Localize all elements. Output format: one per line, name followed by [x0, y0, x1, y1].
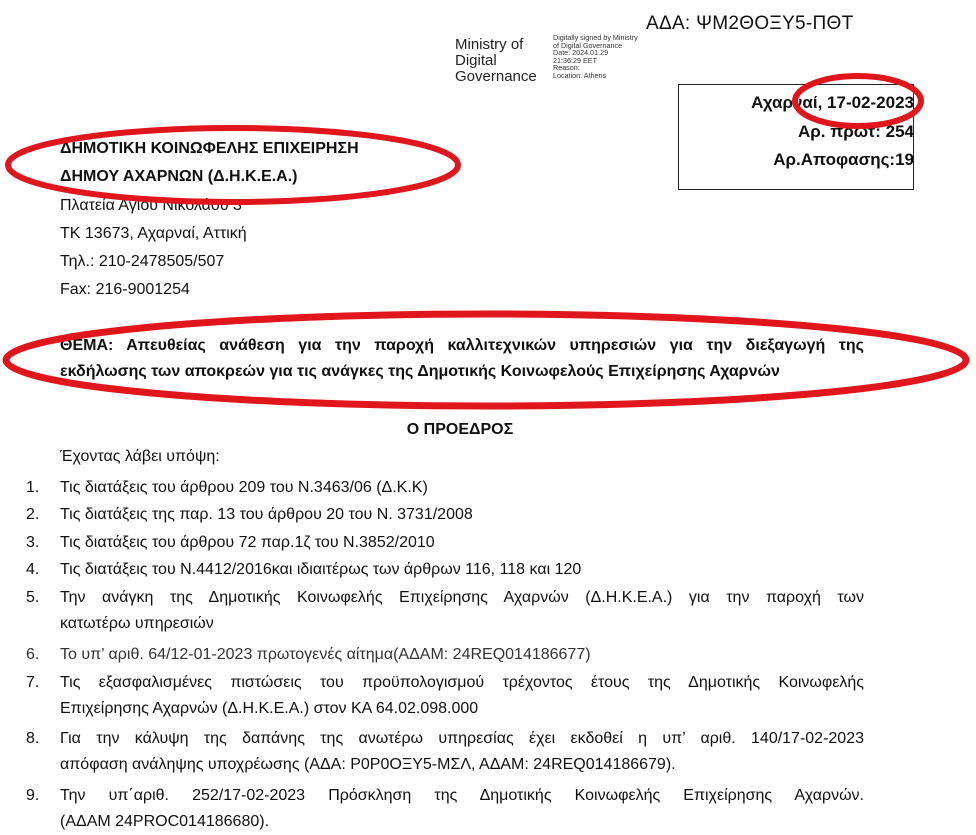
- list-item-number: 8.: [26, 730, 40, 747]
- list-item-number: 7.: [26, 674, 40, 691]
- list-item-number: 2.: [26, 506, 40, 523]
- list-item: [26, 585, 864, 637]
- organization-address: Πλατεία Αγίου Νικολάου 3: [60, 197, 242, 214]
- list-item-number: 6.: [26, 646, 40, 663]
- list-item: [26, 726, 864, 778]
- list-item-number: 1.: [26, 479, 40, 496]
- list-item-text: Την ανάγκη της Δημοτικής Κοινωφελής Επιχείρησης Αχαρνών (Δ.Η.Κ.Ε.Α.) για την παροχή των: [60, 589, 864, 606]
- list-item: [26, 783, 864, 835]
- list-item: [26, 670, 864, 722]
- ministry-line: Ministry of: [455, 36, 524, 53]
- organization-fax: Fax: 216-9001254: [60, 281, 190, 298]
- list-item-text: (ΑΔΑΜ 24PROC014186680).: [60, 813, 270, 830]
- list-item-text: Τις διατάξεις της παρ. 13 του άρθρου 20 του Ν. 3731/2008: [60, 506, 473, 523]
- section-heading: Ο ΠΡΟΕΔΡΟΣ: [406, 421, 514, 438]
- list-item-text: Την υπ΄αριθ. 252/17-02-2023 Πρόσκληση της Δημοτικής Κοινωφελής Επιχείρησης Αχαρνών.: [60, 787, 864, 804]
- signature-line: of Digital Governance: [553, 40, 623, 50]
- list-item-text: Τις διατάξεις του άρθρου 72 παρ.1ζ του Ν.3852/2010: [60, 534, 435, 551]
- list-item-number: 9.: [26, 787, 40, 804]
- digital-signature-details: [553, 34, 638, 80]
- list-item-text: Επιχείρησης Αχαρνών (Δ.Η.Κ.Ε.Α.) στον ΚΑ 64.02.098.000: [60, 700, 479, 717]
- signature-line: Location: Athens: [553, 70, 607, 80]
- list-item-text: Τις εξασφαλισμένες πιστώσεις του προϋπολογισμού τρέχοντος έτους της Δημοτικής Κοινωφελής: [60, 674, 864, 691]
- ministry-line: Governance: [455, 68, 537, 85]
- signature-line: 21:36:29 EET: [553, 55, 597, 65]
- list-item: [26, 642, 864, 668]
- organization-name-line1: ΔΗΜΟΤΙΚΗ ΚΟΙΝΩΦΕΛΗΣ ΕΠΙΧΕΙΡΗΣΗ: [60, 140, 359, 157]
- intro-text: Έχοντας λάβει υπόψη:: [60, 448, 220, 465]
- signature-line: Reason:: [553, 63, 580, 73]
- list-item: [26, 502, 864, 528]
- list-item-text: κατωτέρω υπηρεσιών: [60, 615, 214, 632]
- list-item-text: απόφαση ανάληψης υποχρέωσης (ΑΔΑ: Ρ0Ρ0ΟΞΥ5-ΜΣΛ, ΑΔΑΜ: 24REQ014186679).: [60, 756, 676, 773]
- subject-line: ΘΕΜΑ: Απευθείας ανάθεση για την παροχή καλλιτεχνικών υπηρεσιών για την διεξαγωγή της: [60, 337, 864, 354]
- organization-postal: ΤΚ 13673, Αχαρναί, Αττική: [60, 225, 247, 242]
- organization-phone: Τηλ.: 210-2478505/507: [60, 253, 225, 270]
- decision-number: Αρ.Αποφασης:19: [773, 150, 914, 169]
- document-subject: [60, 333, 864, 385]
- ministry-line: Digital: [455, 52, 497, 69]
- list-item: [26, 530, 864, 556]
- list-item-text: Το υπ’ αριθ. 64/12-01-2023 πρωτογενές αίτημα(ΑΔΑΜ: 24REQ014186677): [60, 646, 591, 663]
- subject-line: εκδήλωσης των αποκρεών για τις ανάγκες της Δημοτικής Κοινωφελούς Επιχείρησης Αχαρνών: [60, 363, 780, 380]
- signature-line: Date: 2024.01.29: [553, 48, 609, 58]
- list-item-text: Για την κάλυψη της δαπάνης της ανωτέρω υπηρεσίας έχει εκδοθεί η υπ’ αριθ. 140/17-02-2023: [60, 730, 864, 747]
- list-item-number: 4.: [26, 561, 40, 578]
- list-item: [26, 475, 864, 501]
- protocol-number: Αρ. πρωτ: 254: [798, 122, 914, 141]
- list-item-number: 3.: [26, 534, 40, 551]
- list-item-text: Τις διατάξεις του Ν.4412/2016και ιδιαιτέρως των άρθρων 116, 118 και 120: [60, 561, 582, 578]
- list-item: [26, 557, 864, 583]
- organization-name-line2: ΔΗΜΟΥ ΑΧΑΡΝΩΝ (Δ.Η.Κ.Ε.Α.): [60, 168, 298, 185]
- document-date: Αχαρναί, 17-02-2023: [751, 93, 914, 112]
- signature-line: Digitally signed by Ministry: [553, 33, 638, 42]
- ministry-signature-label: [455, 37, 537, 85]
- list-item-number: 5.: [26, 589, 40, 606]
- ada-code: ΑΔΑ: ΨΜ2ΘΟΞΥ5-ΠΘΤ: [646, 13, 854, 34]
- list-item-text: Τις διατάξεις του άρθρου 209 του Ν.3463/06 (Δ.Κ.Κ): [60, 479, 428, 496]
